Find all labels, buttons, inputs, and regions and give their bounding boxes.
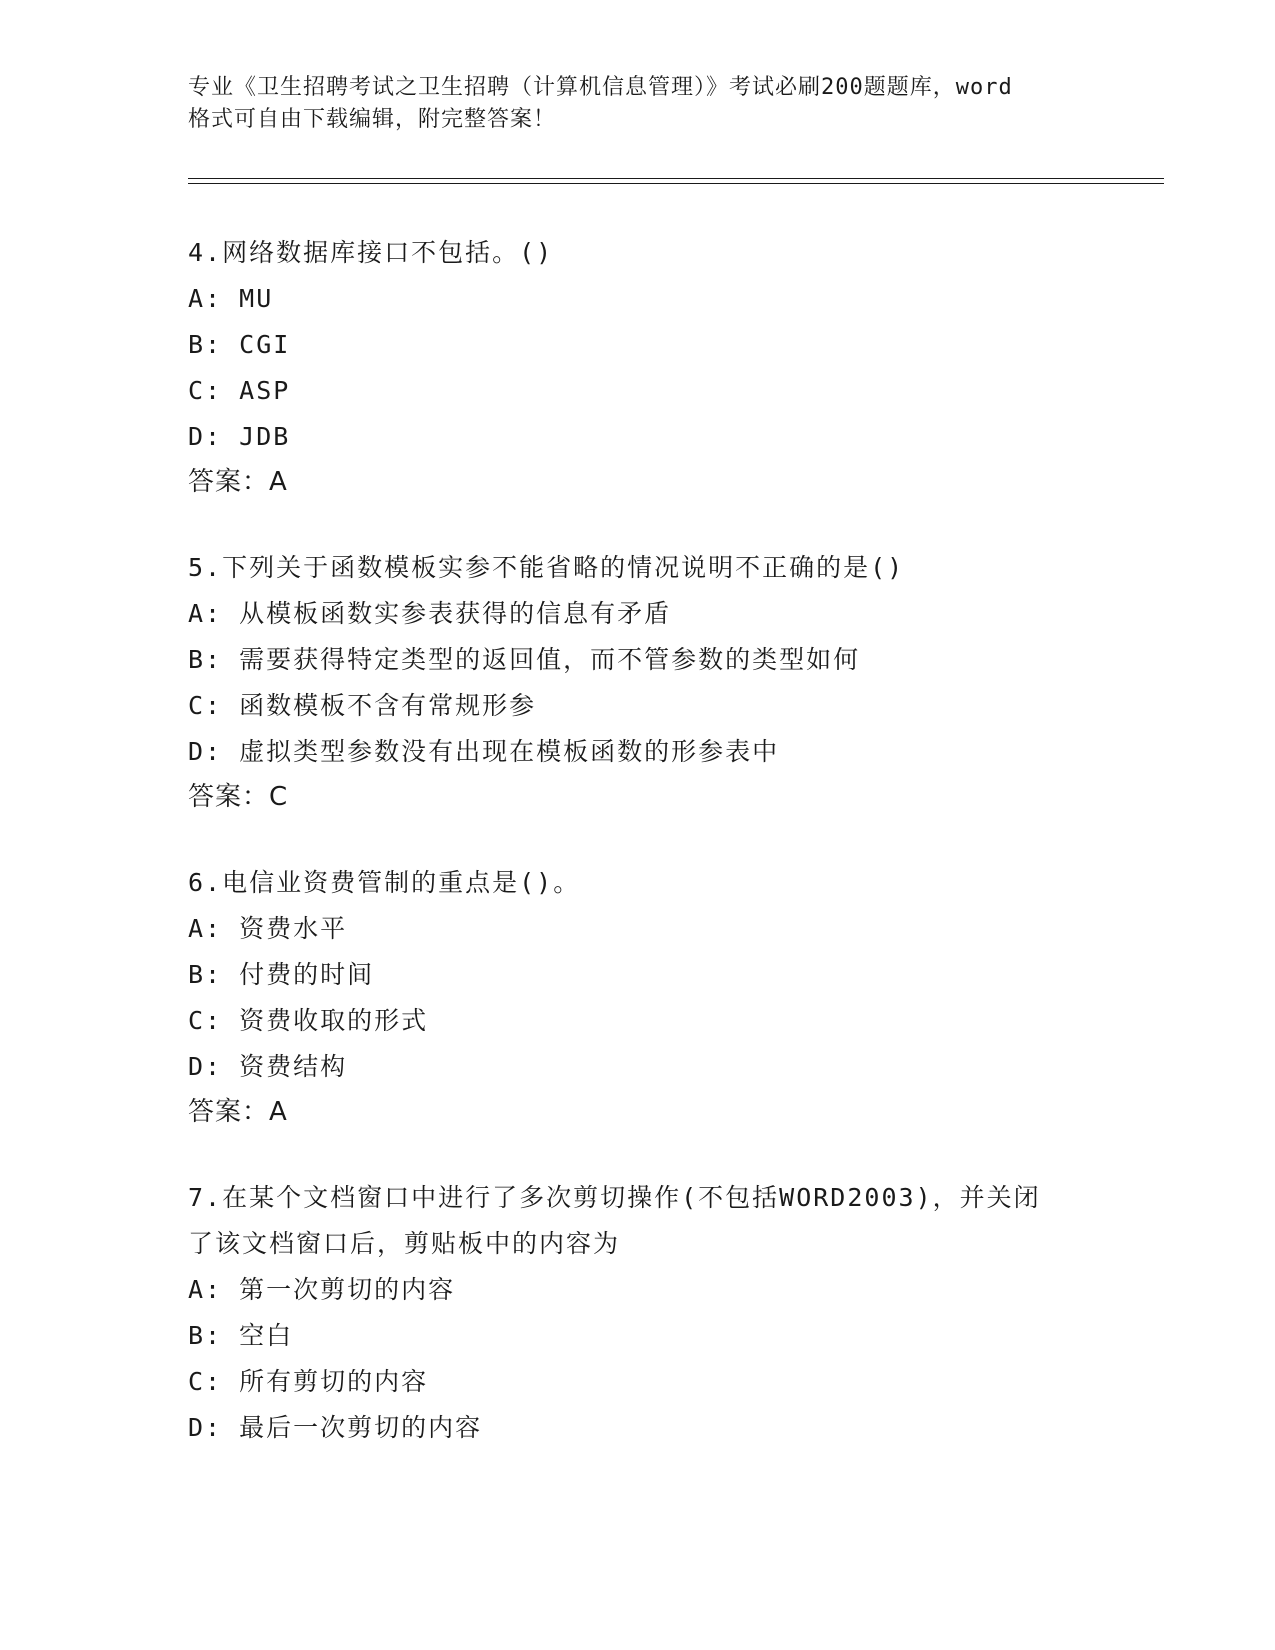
option-c: C: 所有剪切的内容 xyxy=(188,1367,429,1396)
question-text: 5.下列关于函数模板实参不能省略的情况说明不正确的是() xyxy=(188,553,905,582)
header-line-1: 专业《卫生招聘考试之卫生招聘（计算机信息管理）》考试必刷200题题库，word xyxy=(188,75,1013,100)
option-d: D: JDB xyxy=(188,422,291,451)
question-text-line-2: 了该文档窗口后，剪贴板中的内容为 xyxy=(188,1229,621,1258)
option-a: A: MU xyxy=(188,284,274,313)
answer-text: 答案：C xyxy=(188,782,289,812)
question-text: 4.网络数据库接口不包括。() xyxy=(188,238,554,267)
option-c: C: 函数模板不含有常规形参 xyxy=(188,691,537,720)
question-block-7 xyxy=(188,1175,1088,1451)
question-text-line-1: 7.在某个文档窗口中进行了多次剪切操作(不包括WORD2003)，并关闭 xyxy=(188,1183,1041,1212)
option-d: D: 资费结构 xyxy=(188,1052,348,1081)
option-c: C: ASP xyxy=(188,376,291,405)
question-block-6 xyxy=(188,860,1088,1134)
option-c: C: 资费收取的形式 xyxy=(188,1006,429,1035)
question-block-4 xyxy=(188,230,1088,504)
option-b: B: 需要获得特定类型的返回值，而不管参数的类型如何 xyxy=(188,645,861,674)
option-a: A: 从模板函数实参表获得的信息有矛盾 xyxy=(188,599,672,628)
option-d: D: 最后一次剪切的内容 xyxy=(188,1413,483,1442)
question-text: 6.电信业资费管制的重点是()。 xyxy=(188,868,581,897)
option-a: A: 第一次剪切的内容 xyxy=(188,1275,456,1304)
header-line-2: 格式可自由下载编辑，附完整答案！ xyxy=(188,107,557,132)
option-a: A: 资费水平 xyxy=(188,914,348,943)
header-divider-bottom xyxy=(188,183,1164,184)
option-d: D: 虚拟类型参数没有出现在模板函数的形参表中 xyxy=(188,737,780,766)
header-divider-top xyxy=(188,178,1164,179)
question-block-5 xyxy=(188,545,1088,819)
answer-text: 答案：A xyxy=(188,1097,288,1127)
answer-text: 答案：A xyxy=(188,467,288,497)
document-header xyxy=(188,72,1088,136)
option-b: B: 付费的时间 xyxy=(188,960,375,989)
option-b: B: CGI xyxy=(188,330,291,359)
option-b: B: 空白 xyxy=(188,1321,294,1350)
